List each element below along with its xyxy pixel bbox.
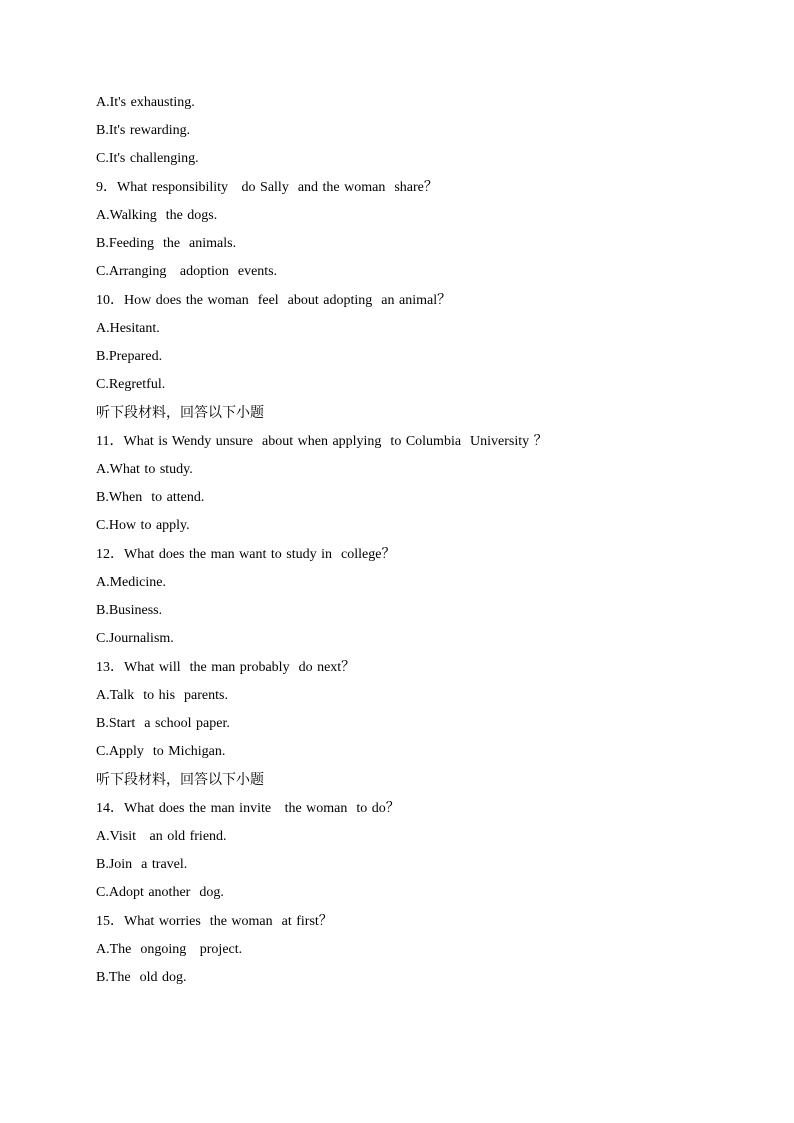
q10-option-a: A.Hesitant. (96, 321, 160, 336)
q15-option-b: B.The old dog. (96, 970, 187, 985)
question-14: 14．What does the man invite the woman to do？ (96, 801, 400, 816)
question-11: 11．What is Wendy unsure about when applying to Columbia University ？ (96, 434, 548, 449)
q11-option-c: C.How to apply. (96, 518, 190, 533)
q13-option-a: A.Talk to his parents. (96, 688, 228, 703)
q12-option-b: B.Business. (96, 603, 163, 618)
q9-option-a: A.Walking the dogs. (96, 208, 218, 223)
q13-option-b: B.Start a school paper. (96, 716, 230, 731)
q8-option-b: B.It's rewarding. (96, 123, 191, 138)
q8-option-a: A.It's exhausting. (96, 95, 195, 110)
question-15: 15．What worries the woman at first？ (96, 914, 333, 929)
section-heading: 听下段材料，回答以下小题 (96, 772, 264, 788)
q14-option-c: C.Adopt another dog. (96, 885, 224, 900)
q12-option-a: A.Medicine. (96, 575, 166, 590)
question-12: 12．What does the man want to study in college？ (96, 547, 396, 562)
q10-option-b: B.Prepared. (96, 349, 163, 364)
q9-option-c: C.Arranging adoption events. (96, 264, 278, 279)
question-10: 10．How does the woman feel about adopting an animal？ (96, 293, 452, 308)
section-heading: 听下段材料，回答以下小题 (96, 405, 264, 421)
q14-option-b: B.Join a travel. (96, 857, 188, 872)
q12-option-c: C.Journalism. (96, 631, 174, 646)
q11-option-b: B.When to attend. (96, 490, 205, 505)
q8-option-c: C.It's challenging. (96, 151, 199, 166)
q9-option-b: B.Feeding the animals. (96, 236, 237, 251)
question-13: 13．What will the man probably do next？ (96, 660, 356, 675)
q11-option-a: A.What to study. (96, 462, 193, 477)
question-9: 9．What responsibility do Sally and the woman share？ (96, 180, 438, 195)
q10-option-c: C.Regretful. (96, 377, 166, 392)
q15-option-a: A.The ongoing project. (96, 942, 243, 957)
q14-option-a: A.Visit an old friend. (96, 829, 227, 844)
document-page (96, 94, 736, 987)
q13-option-c: C.Apply to Michigan. (96, 744, 226, 759)
